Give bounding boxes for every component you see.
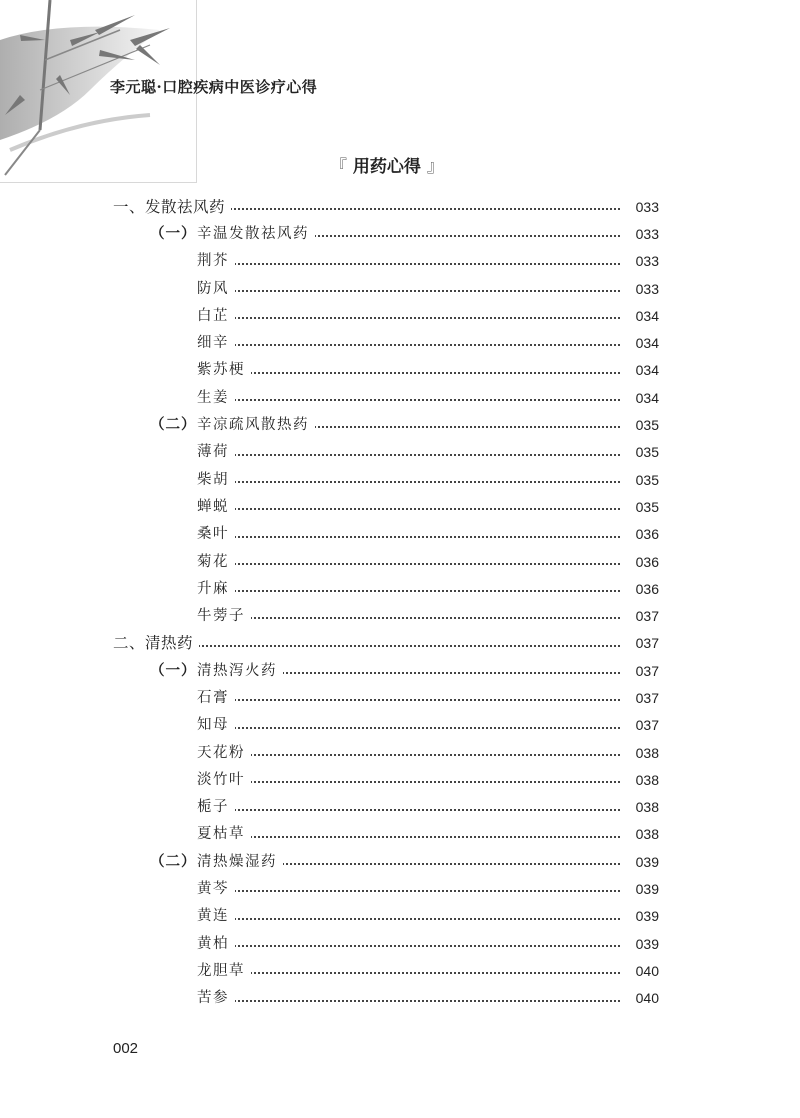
toc-entry-title: 知母 xyxy=(197,713,235,737)
toc-entry-number: （二） xyxy=(150,852,197,870)
toc-entry-page: 037 xyxy=(635,608,659,625)
toc-entry-title: 辛凉疏风散热药 xyxy=(197,413,315,437)
toc-entry[interactable] xyxy=(0,384,800,411)
toc-entry[interactable] xyxy=(0,903,800,930)
toc-entry-page: 039 xyxy=(635,853,659,870)
toc-entry[interactable] xyxy=(0,848,800,875)
toc-entry-page: 039 xyxy=(635,881,659,898)
toc-entry[interactable] xyxy=(0,439,800,466)
toc-entry-page: 036 xyxy=(635,553,659,570)
toc-entry[interactable] xyxy=(0,329,800,356)
toc-entry-page: 040 xyxy=(635,990,659,1007)
toc-entry-page: 037 xyxy=(635,635,659,652)
toc-entry-title: 防风 xyxy=(197,277,235,301)
toc-entry[interactable] xyxy=(0,466,800,493)
dot-leader xyxy=(197,506,620,510)
toc-entry[interactable] xyxy=(0,657,800,684)
toc-entry-number: （二） xyxy=(150,416,197,434)
toc-entry-title: 柴胡 xyxy=(197,468,235,492)
toc-entry-page: 035 xyxy=(635,417,659,434)
toc-entry-number: （一） xyxy=(150,224,197,242)
toc-entry[interactable] xyxy=(0,985,800,1012)
toc-entry-title: 生姜 xyxy=(197,386,235,410)
toc-entry-title: 二、清热药 xyxy=(113,631,199,655)
toc-entry-title: 一、发散祛风药 xyxy=(113,195,231,219)
toc-entry-title: 苦参 xyxy=(197,986,235,1010)
toc-entry-page: 035 xyxy=(635,444,659,461)
toc-entry[interactable] xyxy=(0,193,800,220)
toc-entry-title: 石膏 xyxy=(197,686,235,710)
toc-entry-title: 辛温发散祛风药 xyxy=(197,222,315,246)
toc-entry-page: 036 xyxy=(635,580,659,597)
dot-leader xyxy=(197,807,620,811)
toc-entry-page: 038 xyxy=(635,826,659,843)
toc-entry[interactable] xyxy=(0,548,800,575)
dot-leader xyxy=(197,697,620,701)
toc-entry-title: 清热燥湿药 xyxy=(197,850,283,874)
toc-entry-page: 038 xyxy=(635,744,659,761)
toc-entry-title: 黄芩 xyxy=(197,877,235,901)
dot-leader xyxy=(197,888,620,892)
toc-entry[interactable] xyxy=(0,411,800,438)
toc-entry-page: 035 xyxy=(635,498,659,515)
dot-leader xyxy=(197,916,620,920)
section-title-text: 用药心得 xyxy=(352,157,421,177)
dot-leader xyxy=(197,342,620,346)
toc-entry-page: 033 xyxy=(635,198,659,215)
toc-entry-title: 牛蒡子 xyxy=(197,604,251,628)
bracket-close: 』 xyxy=(426,157,444,177)
toc-entry-page: 037 xyxy=(635,662,659,679)
dot-leader xyxy=(197,261,620,265)
dot-leader xyxy=(197,970,620,974)
toc-entry-page: 038 xyxy=(635,799,659,816)
toc-entry-title: 黄连 xyxy=(197,904,235,928)
dot-leader xyxy=(197,479,620,483)
toc-entry[interactable] xyxy=(0,248,800,275)
toc-entry-page: 038 xyxy=(635,771,659,788)
toc-entry[interactable] xyxy=(0,739,800,766)
toc-entry-title: 清热泻火药 xyxy=(197,659,283,683)
toc-entry[interactable] xyxy=(0,493,800,520)
toc-entry-title: 黄柏 xyxy=(197,932,235,956)
toc-entry-page: 040 xyxy=(635,962,659,979)
toc-entry-page: 036 xyxy=(635,526,659,543)
toc-entry-page: 033 xyxy=(635,280,659,297)
toc-entry-title: 薄荷 xyxy=(197,440,235,464)
page-number: 002 xyxy=(113,1040,139,1057)
book-title: 李元聪·口腔疾病中医诊疗心得 xyxy=(110,78,318,96)
dot-leader xyxy=(197,588,620,592)
table-of-contents xyxy=(0,193,800,1012)
dot-leader xyxy=(197,725,620,729)
dot-leader xyxy=(197,370,620,374)
dot-leader xyxy=(197,315,620,319)
toc-entry[interactable] xyxy=(0,930,800,957)
toc-entry[interactable] xyxy=(0,794,800,821)
dot-leader xyxy=(197,397,620,401)
toc-entry[interactable] xyxy=(0,275,800,302)
dot-leader xyxy=(197,943,620,947)
toc-entry-number: （一） xyxy=(150,661,197,679)
toc-entry[interactable] xyxy=(0,575,800,602)
dot-leader xyxy=(197,834,620,838)
dot-leader xyxy=(197,615,620,619)
toc-entry-page: 034 xyxy=(635,389,659,406)
toc-entry[interactable] xyxy=(0,821,800,848)
toc-entry-title: 龙胆草 xyxy=(197,959,251,983)
toc-entry-page: 039 xyxy=(635,935,659,952)
toc-entry-page: 033 xyxy=(635,253,659,270)
toc-entry-title: 白芷 xyxy=(197,304,235,328)
toc-entry-page: 034 xyxy=(635,362,659,379)
toc-entry-title: 栀子 xyxy=(197,795,235,819)
toc-entry[interactable] xyxy=(0,220,800,247)
dot-leader xyxy=(197,561,620,565)
toc-entry-title: 菊花 xyxy=(197,550,235,574)
toc-entry[interactable] xyxy=(0,521,800,548)
toc-entry[interactable] xyxy=(0,684,800,711)
bracket-open: 『 xyxy=(330,157,347,177)
toc-entry-title: 细辛 xyxy=(197,331,235,355)
toc-entry-page: 037 xyxy=(635,689,659,706)
toc-entry-title: 淡竹叶 xyxy=(197,768,251,792)
toc-entry[interactable] xyxy=(0,766,800,793)
dot-leader xyxy=(197,752,620,756)
toc-entry-page: 034 xyxy=(635,335,659,352)
toc-entry[interactable] xyxy=(0,630,800,657)
toc-entry[interactable] xyxy=(0,957,800,984)
toc-entry-page: 034 xyxy=(635,307,659,324)
toc-entry-title: 升麻 xyxy=(197,577,235,601)
toc-entry-title: 天花粉 xyxy=(197,741,251,765)
toc-entry[interactable] xyxy=(0,357,800,384)
dot-leader xyxy=(197,534,620,538)
toc-entry-title: 夏枯草 xyxy=(197,822,251,846)
dot-leader xyxy=(197,452,620,456)
toc-entry-title: 蝉蜕 xyxy=(197,495,235,519)
toc-entry[interactable] xyxy=(0,875,800,902)
toc-entry[interactable] xyxy=(0,712,800,739)
toc-entry-page: 039 xyxy=(635,908,659,925)
dot-leader xyxy=(197,779,620,783)
toc-entry-page: 037 xyxy=(635,717,659,734)
dot-leader xyxy=(197,288,620,292)
toc-entry-page: 033 xyxy=(635,225,659,242)
toc-entry-title: 紫苏梗 xyxy=(197,358,251,382)
section-title xyxy=(330,152,444,177)
toc-entry[interactable] xyxy=(0,602,800,629)
toc-entry-title: 桑叶 xyxy=(197,522,235,546)
toc-entry-page: 035 xyxy=(635,471,659,488)
toc-entry[interactable] xyxy=(0,302,800,329)
toc-entry-title: 荆芥 xyxy=(197,249,235,273)
dot-leader xyxy=(197,998,620,1002)
